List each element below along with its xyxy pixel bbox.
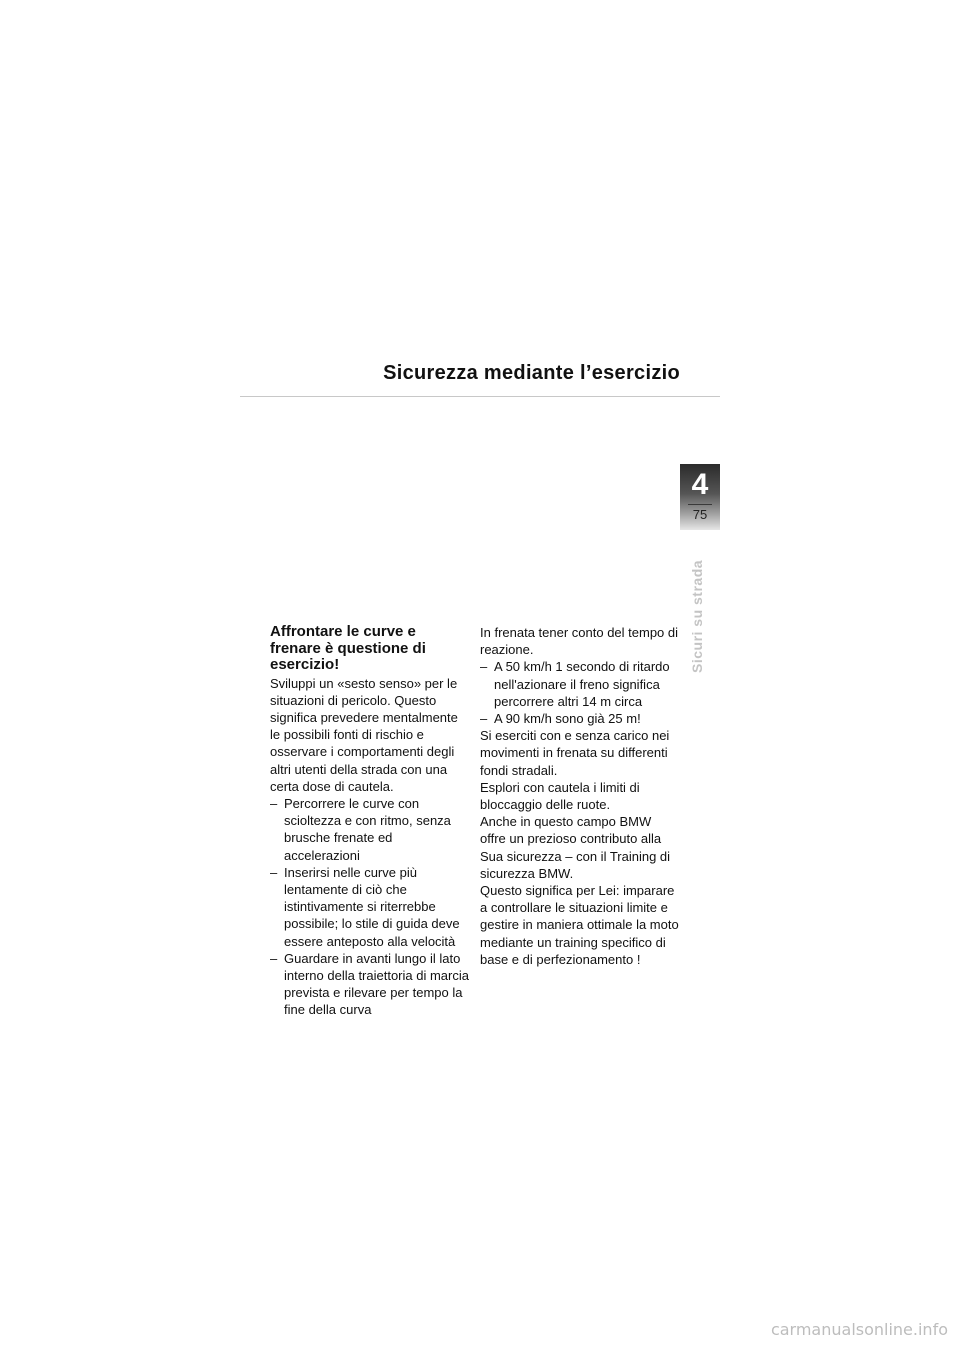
list-item: – Percorrere le curve con scioltezza e con ritmo, senza brusche frenate ed accelerazioni <box>270 795 451 863</box>
braking-facts-list <box>480 658 680 727</box>
intro-paragraph: Sviluppi un «sesto senso» per le situazioni di pericolo. Questo significa prevedere mentalmente le possibili fonti di rischio e osservare i comportamenti degli altri utenti della strada con una certa dose di cautela. <box>270 675 458 794</box>
section-heading: Affrontare le curve e frenare è questione di esercizio! <box>270 623 426 673</box>
right-column <box>480 624 680 968</box>
curve-tips-list <box>270 795 470 1019</box>
section-name-vertical: Sicuri su strada <box>689 559 705 673</box>
paragraph: Questo significa per Lei: imparare a controllare le situazioni limite e gestire in maniera ottimale la moto mediante un training specifico di base e di perfezionamento ! <box>480 883 679 967</box>
list-item: – A 50 km/h 1 secondo di ritardo nell'azionare il freno significa percorrere altri 14 m circa <box>480 659 670 709</box>
list-item: – Guardare in avanti lungo il lato interno della traiettoria di marcia prevista e rilevare per tempo la fine della curva <box>270 950 469 1018</box>
chapter-tab <box>680 464 720 530</box>
watermark: carmanualsonline.info <box>770 1320 948 1339</box>
left-column <box>270 624 470 1019</box>
title-divider <box>240 396 720 397</box>
paragraph: Si eserciti con e senza carico nei movimenti in frenata su differenti fondi stradali. <box>480 728 670 778</box>
paragraph: Esplori con cautela i limiti di bloccaggio delle ruote. <box>480 779 640 813</box>
chapter-number: 4 <box>691 468 709 501</box>
braking-intro: In frenata tener conto del tempo di reazione. <box>480 625 679 658</box>
paragraph: Anche in questo campo BMW offre un prezioso contributo alla Sua sicurezza – con il Training di sicurezza BMW. <box>480 814 671 881</box>
page-number: 75 <box>692 507 708 522</box>
chapter-divider <box>688 504 712 505</box>
list-item: – Inserirsi nelle curve più lentamente di ciò che istintivamente si riterrebbe possibile; lo stile di guida deve essere anteposto alla velocità <box>270 864 460 949</box>
page-title: Sicurezza mediante l’esercizio <box>383 362 680 384</box>
list-item: – A 90 km/h sono già 25 m! <box>480 711 641 727</box>
